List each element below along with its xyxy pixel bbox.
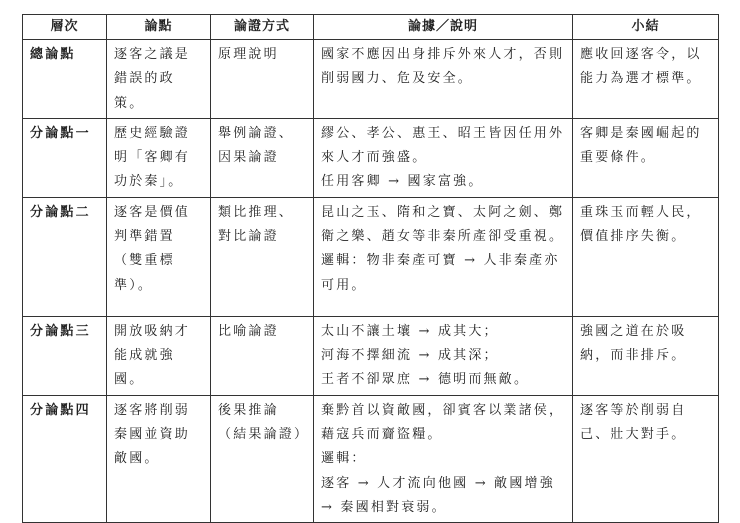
header-evidence: 論據／說明: [314, 15, 573, 40]
cell-method: 舉例論證、因果論證: [211, 118, 314, 197]
cell-point: 開放吸納才能成就強國。: [107, 316, 211, 395]
evidence-line: 棄黔首以資敵國，卻賓客以業諸侯，藉寇兵而齎盜糧。: [321, 402, 565, 442]
header-level: 層次: [23, 15, 107, 40]
evidence-line: 繆公、孝公、惠王、昭王皆因任用外來人才而強盛。: [321, 125, 565, 166]
cell-method: 後果推論（結果論證）: [211, 395, 314, 522]
cell-summary: 應收回逐客令，以能力為選才標準。: [573, 40, 719, 119]
cell-level: 總論點: [23, 40, 107, 119]
cell-summary: 重珠玉而輕人民，價值排序失衡。: [573, 197, 719, 316]
cell-point: 逐客之議是錯誤的政策。: [107, 40, 211, 119]
header-row: [23, 15, 719, 40]
table-row: [23, 118, 719, 197]
cell-method: 類比推理、對比論證: [211, 197, 314, 316]
cell-summary: 強國之道在於吸納，而非排斥。: [573, 316, 719, 395]
cell-level: 分論點一: [23, 118, 107, 197]
cell-level: 分論點三: [23, 316, 107, 395]
table-row: [23, 197, 719, 316]
table-row: [23, 395, 719, 522]
cell-evidence: [314, 118, 573, 197]
table-row: [23, 40, 719, 119]
evidence-line: 太山不讓土壤 → 成其大；: [321, 323, 499, 339]
evidence-line: 河海不擇細流 → 成其深；: [321, 348, 499, 364]
cell-point: 逐客將削弱秦國並資助敵國。: [107, 395, 211, 522]
cell-evidence: [314, 395, 573, 522]
cell-point: 歷史經驗證明「客卿有功於秦」。: [107, 118, 211, 197]
header-summary: 小結: [573, 15, 719, 40]
cell-summary: 逐客等於削弱自己、壯大對手。: [573, 395, 719, 522]
cell-point: 逐客是價值判準錯置（雙重標準）。: [107, 197, 211, 316]
cell-evidence: [314, 40, 573, 119]
evidence-line: 逐客 → 人才流向他國 → 敵國增強 → 秦國相對衰弱。: [321, 475, 555, 515]
cell-method: 比喻論證: [211, 316, 314, 395]
evidence-line: 任用客卿 → 國家富強。: [321, 174, 484, 190]
header-method: 論證方式: [211, 15, 314, 40]
evidence-line: 邏輯：: [321, 451, 367, 467]
evidence-line: 邏輯：物非秦產可寶 → 人非秦產亦可用。: [321, 253, 560, 293]
evidence-line: 王者不卻眾庶 → 德明而無敵。: [321, 372, 530, 388]
cell-evidence: [314, 197, 573, 316]
cell-level: 分論點四: [23, 395, 107, 522]
evidence-line: 國家不應因出身排斥外來人才，否則削弱國力、危及安全。: [321, 47, 565, 87]
cell-evidence: [314, 316, 573, 395]
cell-method: 原理說明: [211, 40, 314, 119]
argument-analysis-table: [22, 14, 719, 523]
cell-summary: 客卿是秦國崛起的重要條件。: [573, 118, 719, 197]
cell-level: 分論點二: [23, 197, 107, 316]
evidence-line: 昆山之玉、隋和之寶、太阿之劍、鄭衛之樂、趙女等非秦所產卻受重視。: [321, 204, 565, 245]
table-row: [23, 316, 719, 395]
header-point: 論點: [107, 15, 211, 40]
